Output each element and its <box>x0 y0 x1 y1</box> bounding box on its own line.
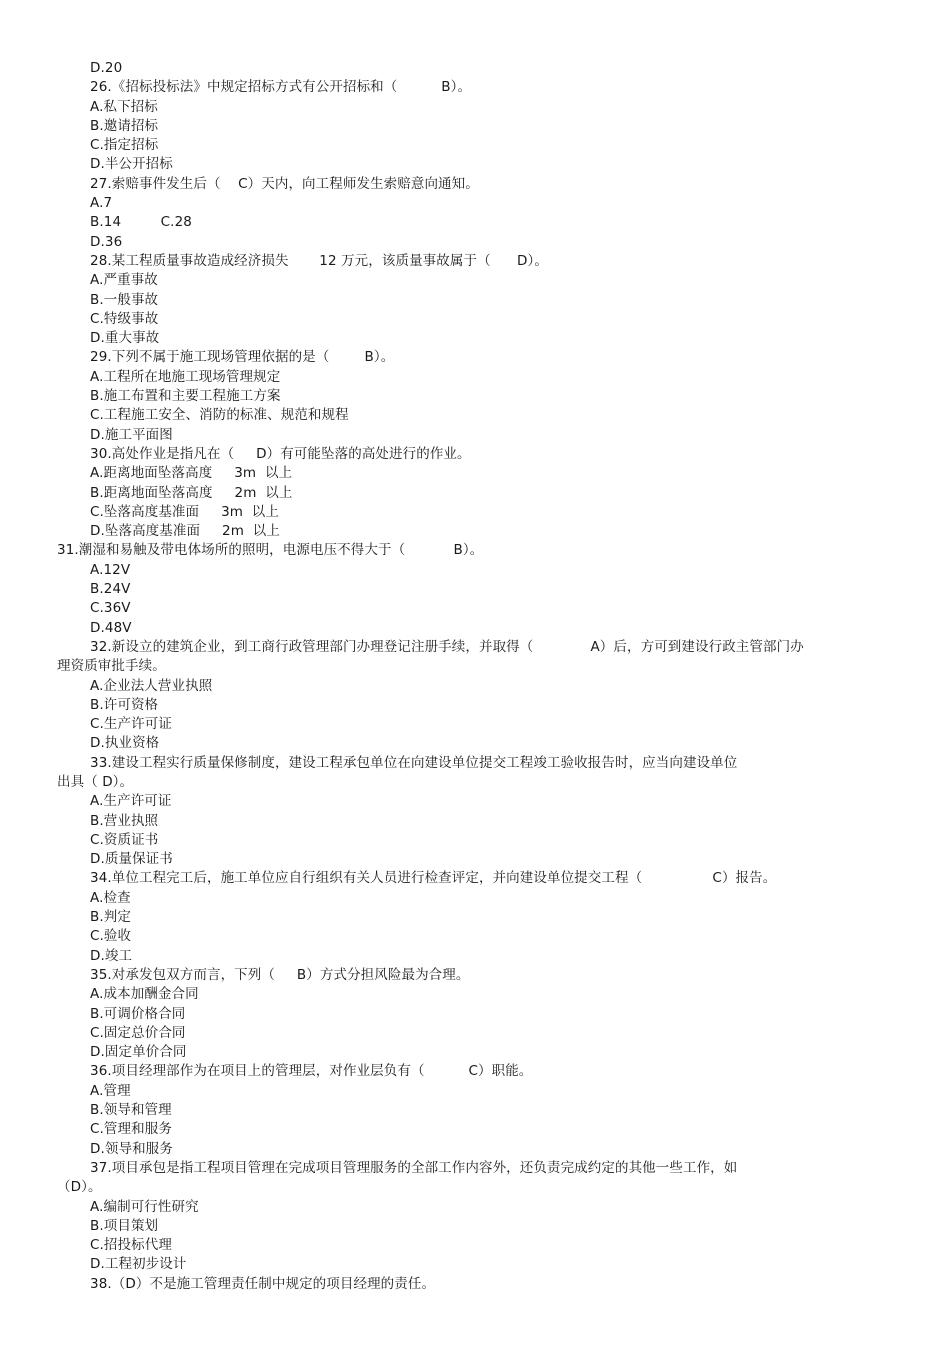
text-line: 31.潮湿和易触及带电体场所的照明，电源电压不得大于（ B）。 <box>57 542 484 559</box>
text-line: D.竣工 <box>90 947 133 964</box>
text-line: D.半公开招标 <box>90 156 173 173</box>
text-line: C.指定招标 <box>90 137 159 154</box>
text-line: 28.某工程质量事故造成经济损失 12 万元，该质量事故属于（ D）。 <box>90 252 548 269</box>
text-line: D.固定单价合同 <box>90 1044 187 1061</box>
text-line: C.生产许可证 <box>90 716 172 733</box>
document-page <box>0 59 950 1294</box>
text-line: B.距离地面坠落高度 2m 以上 <box>90 484 293 501</box>
text-line: B.24V <box>90 581 131 598</box>
text-line: 27.索赔事件发生后（ C）天内，向工程师发生索赔意向通知。 <box>90 175 479 192</box>
text-line: A.生产许可证 <box>90 793 172 810</box>
text-line: C.坠落高度基准面 3m 以上 <box>90 503 279 520</box>
text-line: D.重大事故 <box>90 330 160 347</box>
text-line: B.判定 <box>90 909 131 926</box>
text-line: 32.新设立的建筑企业，到工商行政管理部门办理登记注册手续，并取得（ A）后，方可到建设行政主管部门办 <box>90 638 804 655</box>
text-line: 37.项目承包是指工程项目管理在完成项目管理服务的全部工作内容外，还负责完成约定的其他一些工作，如 <box>90 1159 738 1176</box>
text-line: B.14 C.28 <box>90 214 192 231</box>
text-line: 30.高处作业是指凡在（ D）有可能坠落的高处进行的作业。 <box>90 445 471 462</box>
text-line: C.资质证书 <box>90 831 159 848</box>
text-line: 33.建设工程实行质量保修制度，建设工程承包单位在向建设单位提交工程竣工验收报告时，应当向建设单位 <box>90 754 738 771</box>
text-line: A.工程所在地施工现场管理规定 <box>90 368 281 385</box>
text-line: C.36V <box>90 600 131 617</box>
text-line: A.管理 <box>90 1082 131 1099</box>
text-line: A.编制可行性研究 <box>90 1198 199 1215</box>
text-line: B.项目策划 <box>90 1217 159 1234</box>
text-line: C.特级事故 <box>90 310 159 327</box>
text-line: D.质量保证书 <box>90 851 173 868</box>
text-line: 26.《招标投标法》中规定招标方式有公开招标和（ B）。 <box>90 79 472 96</box>
text-line: D.领导和服务 <box>90 1140 173 1157</box>
text-line: A.检查 <box>90 889 131 906</box>
text-line: C.工程施工安全、消防的标准、规范和规程 <box>90 407 349 424</box>
text-line: B.可调价格合同 <box>90 1005 186 1022</box>
text-line: D.36 <box>90 233 123 250</box>
text-line: D.48V <box>90 619 132 636</box>
text-line: C.管理和服务 <box>90 1121 172 1138</box>
text-line: D.执业资格 <box>90 735 160 752</box>
text-line: B.营业执照 <box>90 812 159 829</box>
text-line: A.企业法人营业执照 <box>90 677 213 694</box>
text-line: C.招投标代理 <box>90 1237 172 1254</box>
text-line: B.领导和管理 <box>90 1102 172 1119</box>
text-line: A.私下招标 <box>90 98 158 115</box>
text-line: 38.（D）不是施工管理责任制中规定的项目经理的责任。 <box>90 1275 436 1292</box>
text-line: B.施工布置和主要工程施工方案 <box>90 388 281 405</box>
text-line: A.严重事故 <box>90 272 158 289</box>
text-line: C.验收 <box>90 928 132 945</box>
text-line: 理资质审批手续。 <box>57 658 166 675</box>
text-line: A.7 <box>90 195 113 212</box>
text-line: （D）。 <box>57 1179 102 1196</box>
text-line: D.工程初步设计 <box>90 1256 187 1273</box>
text-line: B.邀请招标 <box>90 117 159 134</box>
text-line: 36.项目经理部作为在项目上的管理层，对作业层负有（ C）职能。 <box>90 1063 533 1080</box>
text-line: A.距离地面坠落高度 3m 以上 <box>90 465 293 482</box>
text-line: 35.对承发包双方而言，下列（ B）方式分担风险最为合理。 <box>90 966 470 983</box>
text-line: B.一般事故 <box>90 291 159 308</box>
text-line: 34.单位工程完工后，施工单位应自行组织有关人员进行检查评定，并向建设单位提交工程（ C）报告。 <box>90 870 777 887</box>
text-line: A.12V <box>90 561 131 578</box>
text-line: B.许可资格 <box>90 696 159 713</box>
text-line: 出具（ D）。 <box>57 773 134 790</box>
text-line: C.固定总价合同 <box>90 1024 186 1041</box>
text-line: D.坠落高度基准面 2m 以上 <box>90 523 280 540</box>
text-line: D.施工平面图 <box>90 426 173 443</box>
text-line: 29.下列不属于施工现场管理依据的是（ B）。 <box>90 349 395 366</box>
text-line: D.20 <box>90 60 123 76</box>
text-line: A.成本加酬金合同 <box>90 986 199 1003</box>
